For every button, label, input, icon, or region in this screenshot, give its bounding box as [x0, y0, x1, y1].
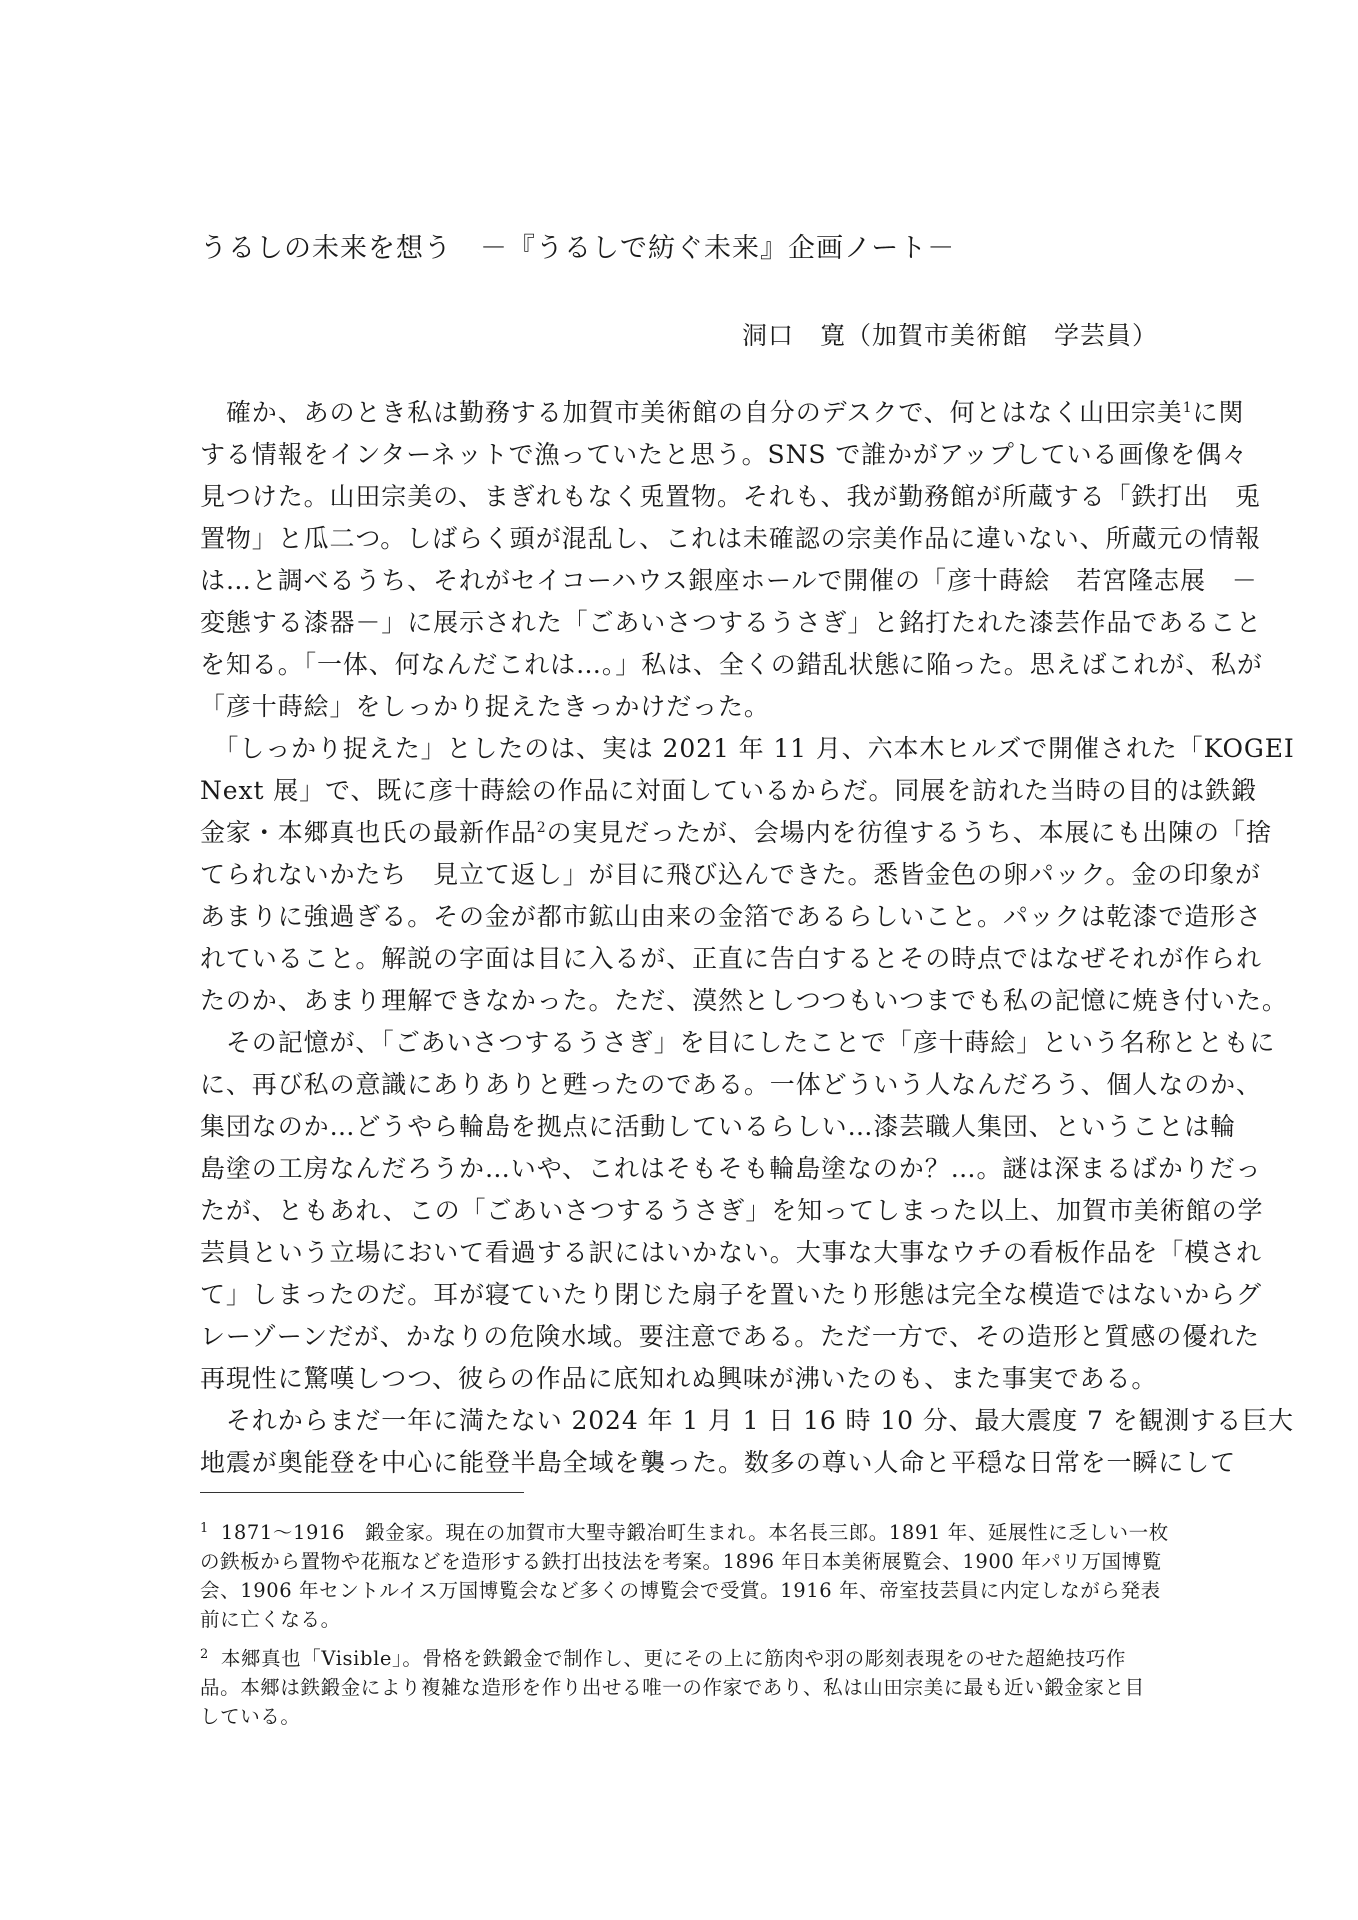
document-title: うるしの未来を想う －『うるしで紡ぐ未来』企画ノート－: [200, 233, 956, 264]
body-line: 集団なのか…どうやら輪島を拠点に活動しているらしい…漆芸職人集団、ということは輪: [200, 1112, 1237, 1141]
body-line: を知る。「一体、何なんだこれは…。」私は、全くの錯乱状態に陥った。思えばこれが、私が: [200, 650, 1263, 679]
body-line: それからまだ一年に満たない 2024 年 1 月 1 日 16 時 10 分、最大震度 7 を観測する巨大: [200, 1406, 1294, 1435]
footnote-ref-2[interactable]: 2: [536, 820, 547, 836]
footnote-line: 品。本郷は鉄鍛金により複雑な造形を作り出せる唯一の作家であり、私は山田宗美に最も近い鍛金家と目: [200, 1676, 1145, 1699]
body-line: 再現性に驚嘆しつつ、彼らの作品に底知れぬ興味が沸いたのも、また事実である。: [200, 1364, 1158, 1393]
body-line: てられないかたち 見立て返し」が目に飛び込んできた。悉皆金色の卵パック。金の印象が: [200, 860, 1261, 889]
body-line: 島塗の工房なんだろうか…いや、これはそもそも輪島塗なのか？…。謎は深まるばかりだっ: [200, 1154, 1262, 1183]
body-line: 金家・本郷真也氏の最新作品$^2$の実見だったが、会場内を彷徨するうち、本展にも出陳の「捨: [200, 818, 1272, 847]
body-line: て」しまったのだ。耳が寝ていたり閉じた扇子を置いたり形態は完全な模造ではないからグ: [200, 1280, 1262, 1309]
body-line: 置物」と瓜二つ。しばらく頭が混乱し、これは未確認の宗美作品に違いない、所蔵元の情報: [200, 524, 1261, 553]
body-line: 地震が奥能登を中心に能登半島全域を襲った。数多の尊い人命と平穏な日常を一瞬にして: [200, 1448, 1237, 1477]
body-line: Next 展」で、既に彦十蒔絵の作品に対面しているからだ。同展を訪れた当時の目的は鉄鍛: [200, 776, 1257, 805]
footnote-2: $^2$ 本郷真也「Visible」。骨格を鉄鍛金で制作し、更にその上に筋肉や羽の彫刻表現をのせた超絶技巧作 品。本郷は鉄鍛金により複雑な造形を作り出せる唯一の作家であり、私は山田宗美に最も近い鍛金家と目 している。: [200, 1644, 1160, 1731]
footnote-mark: 1: [200, 1521, 209, 1536]
body-text: [200, 392, 1295, 1484]
body-line: 「しっかり捉えた」としたのは、実は 2021 年 11 月、六本木ヒルズで開催された「KOGEI: [200, 734, 1295, 763]
author-line: 洞口 寛（加賀市美術館 学芸員）: [741, 321, 1158, 350]
body-line: 確か、あのとき私は勤務する加賀市美術館の自分のデスクで、何とはなく山田宗美$^1$に関: [200, 398, 1245, 427]
footnote-line: の鉄板から置物や花瓶などを造形する鉄打出技法を考案。1896 年日本美術展覧会、1900 年パリ万国博覧: [200, 1550, 1162, 1573]
footnote-line: 前に亡くなる。: [200, 1608, 341, 1631]
body-line: に、再び私の意識にありありと甦ったのである。一体どういう人なんだろう、個人なのか、: [200, 1070, 1262, 1099]
footnotes: [200, 1518, 1169, 1741]
body-line: たが、ともあれ、この「ごあいさつするうさぎ」を知ってしまった以上、加賀市美術館の学: [200, 1196, 1264, 1225]
body-line: その記憶が、「ごあいさつするうさぎ」を目にしたことで「彦十蒔絵」という名称とともに: [200, 1028, 1276, 1057]
footnote-ref-1[interactable]: 1: [1182, 400, 1193, 416]
body-line: あまりに強過ぎる。その金が都市鉱山由来の金箔であるらしいこと。パックは乾漆で造形さ: [200, 902, 1262, 931]
footnote-divider: [200, 1492, 524, 1493]
body-line: たのか、あまり理解できなかった。ただ、漠然としつつもいつまでも私の記憶に焼き付いた。: [200, 986, 1288, 1015]
body-line: 芸員という立場において看過する訳にはいかない。大事な大事なウチの看板作品を「模され: [200, 1238, 1262, 1267]
footnote-line: 会、1906 年セントルイス万国博覧会など多くの博覧会で受賞。1916 年、帝室技芸員に内定しながら発表: [200, 1579, 1161, 1602]
footnote-1: $^1$ 1871～1916 鍛金家。現在の加賀市大聖寺鍛冶町生まれ。本名長三郎。1891 年、延展性に乏しい一枚 の鉄板から置物や花瓶などを造形する鉄打出技法を考案。1896 年日本美術展覧会、1900 年パリ万国博覧 会、1906 年セントルイス万国博覧会など多くの博覧会で受賞。1916 年、帝室技芸員に内定しながら発表 前に亡くなる。: [200, 1518, 1160, 1634]
footnote-mark: 2: [200, 1647, 209, 1662]
body-line: する情報をインターネットで漁っていたと思う。SNS で誰かがアップしている画像を偶々: [200, 440, 1248, 469]
body-line: 見つけた。山田宗美の、まぎれもなく兎置物。それも、我が勤務館が所蔵する「鉄打出 兎: [200, 482, 1261, 511]
body-line: れていること。解説の字面は目に入るが、正直に告白するとその時点ではなぜそれが作られ: [200, 944, 1262, 973]
footnote-line: している。: [200, 1705, 301, 1728]
body-line: レーゾーンだが、かなりの危険水域。要注意である。ただ一方で、その造形と質感の優れた: [200, 1322, 1260, 1351]
body-line: 「彦十蒔絵」をしっかり捉えたきっかけだった。: [200, 692, 770, 721]
body-line: 変態する漆器－」に展示された「ごあいさつするうさぎ」と銘打たれた漆芸作品であること: [200, 608, 1262, 637]
body-line: は…と調べるうち、それがセイコーハウス銀座ホールで開催の「彦十蒔絵 若宮隆志展 －: [200, 566, 1258, 595]
